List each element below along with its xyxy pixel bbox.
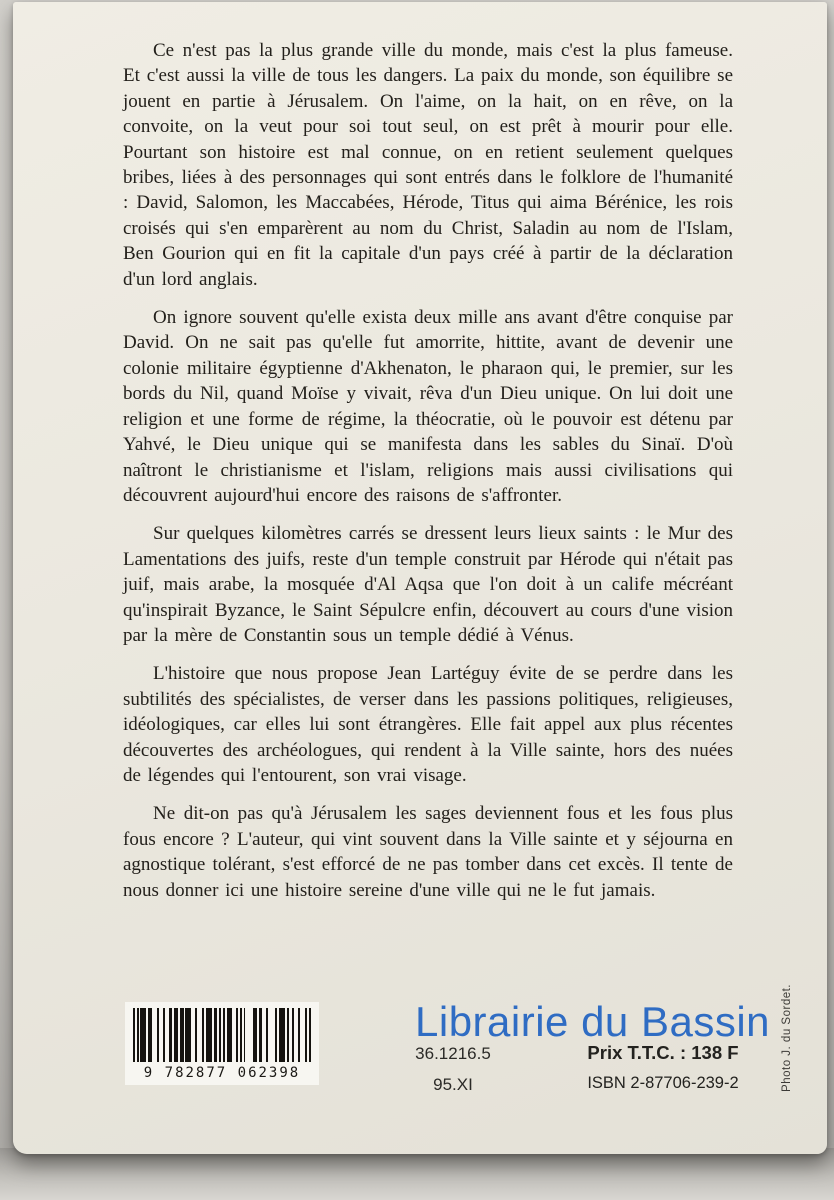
- blurb-paragraph: Ne dit-on pas qu'à Jérusalem les sages deviennent fous et les fous plus fous encore ? L'auteur, qui vint souvent dans la Ville sainte et y séjourna en agnostique tolérant, s'est efforcé de ne pas tomber dans cet excès. Il tente de nous donner ici une histoire sereine d'une ville qui ne le fut jamais.: [123, 803, 733, 901]
- back-cover-blurb: [123, 38, 733, 916]
- barcode-number: 9 782877 062398: [143, 1065, 301, 1081]
- photo-credit: Photo J. du Sordet.: [781, 984, 793, 1092]
- blurb-paragraph: L'histoire que nous propose Jean Lartéguy évite de se perdre dans les subtilités des spécialistes, de verser dans les passions politiques, religieuses, idéologiques, car elles lui sont étrangères. Elle fait appel aux plus récentes découvertes des archéologues, qui rendent à la Ville sainte, hors des nuées de légendes qui l'entourent, son vrai visage.: [123, 663, 733, 786]
- blurb-paragraph: On ignore souvent qu'elle exista deux mille ans avant d'être conquise par David. On ne sait pas qu'elle fut amorrite, hittite, avant de devenir une colonie militaire égyptienne d'Akhenaton, le pharaon qui, le premier, sur les bords du Nil, quand Moïse y vivait, rêva d'un Dieu unique. On lui doit une religion et une forme de régime, la théocratie, où le pouvoir est détenu par Yahvé, le Dieu unique qui se manifesta dans les sables du Sinaï. D'où naîtront le christianisme et l'islam, religions mais aussi civilisations qui découvrent aujourd'hui encore des raisons de s'affronter.: [123, 307, 733, 506]
- book-back-cover: [13, 2, 827, 1154]
- barcode: [125, 1002, 319, 1085]
- price-label: Prix T.T.C. : 138 F: [587, 1042, 739, 1063]
- blurb-paragraph: Sur quelques kilomètres carrés se dressent leurs lieux saints : le Mur des Lamentations des juifs, reste d'un temple construit par Hérode qui n'était pas juif, mais arabe, la mosquée d'Al Aqsa que l'on doit à un calife mécréant qu'inspirait Byzance, le Saint Sépulcre enfin, découvert au cours d'une vision par la mère de Constantin sous un temple dédié à Vénus.: [123, 523, 733, 646]
- print-codes: [378, 1044, 528, 1106]
- price-block: [558, 1042, 768, 1093]
- print-code-reference: 36.1216.5: [415, 1044, 491, 1063]
- blurb-paragraph: Ce n'est pas la plus grande ville du monde, mais c'est la plus fameuse. Et c'est aussi la ville de tous les dangers. La paix du monde, son équilibre se jouent en partie à Jérusalem. On l'aime, on la hait, on en rêve, on la convoite, on la veut pour soi tout seul, on est prêt à mourir pour elle. Pourtant son histoire est mal connue, on en retient seulement quelques bribes, liées à des personnages qui sont entrés dans le folklore de l'humanité : David, Salomon, les Maccabées, Hérode, Titus qui aima Bérénice, les rois croisés qui s'en emparèrent au nom du Christ, Saladin au nom de l'Islam, Ben Gourion qui en fit la capitale d'un pays créé à partir de la déclaration d'un lord anglais.: [123, 40, 733, 290]
- isbn-label: ISBN 2-87706-239-2: [587, 1074, 739, 1092]
- bookshop-watermark: Librairie du Bassin: [415, 998, 771, 1045]
- print-code-date: 95.XI: [433, 1075, 473, 1094]
- table-surface: [0, 1148, 834, 1200]
- barcode-bars-icon: [133, 1008, 311, 1062]
